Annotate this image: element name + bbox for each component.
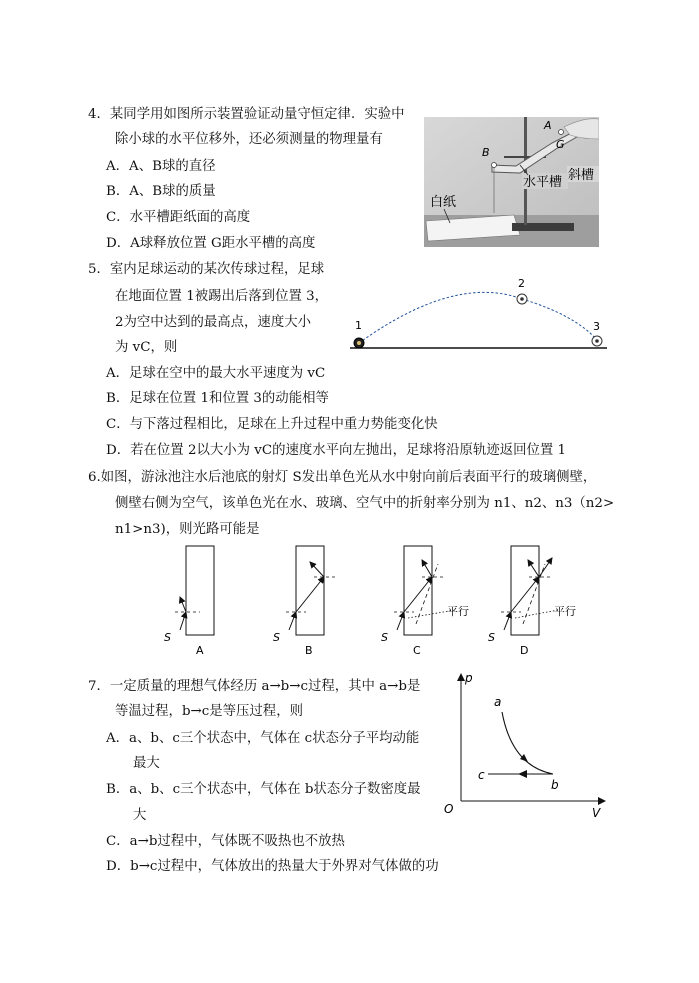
photo-label-g: G	[556, 138, 565, 151]
q5-stem-line2: 在地面位置 1被踢出后落到位置 3，	[115, 289, 329, 304]
isotherm-arrow	[520, 754, 528, 762]
state-b-label: b	[551, 778, 559, 792]
ray-d-in	[504, 612, 511, 630]
dash-c	[416, 564, 438, 624]
q5-stem-line3: 2为空中达到的最高点，速度大小	[115, 315, 311, 330]
q7-option-b-line2: 大	[133, 808, 147, 823]
q4-option-c: C．水平槽距纸面的高度	[106, 210, 251, 225]
state-c-label: c	[478, 768, 485, 782]
ray-b-refl	[310, 562, 324, 577]
q5-stem-line1: 5．室内足球运动的某次传球过程，足球	[88, 262, 325, 277]
q7-option-a-line1: A．a、b、c三个状态中，气体在 c状态分子平均动能	[106, 731, 420, 746]
figure-label-c: C	[413, 644, 421, 657]
ray-c-glass	[404, 577, 432, 612]
parallel-d	[515, 610, 558, 618]
ball-b	[492, 163, 497, 168]
ray-b-glass	[296, 577, 324, 612]
ray-d-glass	[511, 577, 539, 612]
q7-pv-graph	[440, 668, 615, 823]
q4-apparatus-photo	[424, 117, 599, 247]
photo-label-b: B	[482, 146, 490, 159]
state-a-label: a	[494, 695, 502, 709]
parallel-label-d: 平行	[554, 605, 576, 618]
ray-b-in	[289, 612, 296, 630]
q5-option-a: A．足球在空中的最大水平速度为 vC	[106, 366, 326, 381]
photo-label-slope: 斜槽	[568, 168, 595, 183]
photo-label-paper: 白纸	[430, 195, 457, 210]
stand-base	[512, 223, 574, 231]
position-label-2: 2	[518, 277, 525, 290]
ball-a	[559, 130, 564, 135]
v-axis-label: V	[592, 806, 601, 820]
isotherm-a-b	[502, 712, 553, 774]
isobar-arrow	[518, 770, 527, 778]
position-label-1: 1	[355, 319, 362, 332]
ball-trajectory	[359, 292, 597, 343]
q6-light-path-figures	[150, 540, 590, 665]
glass-wall-b	[296, 546, 324, 635]
photo-label-trough: 水平槽	[523, 175, 563, 190]
q7-stem-line1: 7．一定质量的理想气体经历 a→b→c过程，其中 a→b是	[88, 679, 421, 694]
q4-option-a: A．A、B球的直径	[106, 159, 216, 174]
q7-stem-line2: 等温过程，b→c是等压过程，则	[115, 704, 303, 719]
p-axis-label: p	[465, 671, 473, 685]
source-label-b: S	[273, 631, 280, 644]
ray-c-out	[422, 560, 432, 577]
q5-option-c: C．与下落过程相比，足球在上升过程中重力势能变化快	[106, 417, 438, 432]
source-label-c: S	[381, 631, 388, 644]
glass-wall-d	[511, 546, 539, 635]
figure-label-d: D	[520, 644, 529, 657]
figure-label-b: B	[305, 644, 313, 657]
q5-trajectory-figure	[345, 270, 615, 355]
q7-option-c: C．a→b过程中，气体既不吸热也不放热	[106, 834, 345, 849]
figure-label-a: A	[196, 644, 204, 657]
ray-a-in	[180, 612, 186, 630]
ray-a-refl	[180, 597, 186, 612]
glass-wall-c	[404, 546, 432, 635]
q4-option-b: B．A、B球的质量	[106, 184, 216, 199]
source-label-d: S	[488, 631, 495, 644]
q4-stem-line2: 除小球的水平位移外，还必须测量的物理量有	[115, 132, 383, 147]
parallel-label-c: 平行	[447, 605, 469, 618]
source-label-a: S	[164, 631, 171, 644]
figure-option-a	[164, 546, 214, 657]
q4-option-d: D．A球释放位置 G距水平槽的高度	[106, 236, 316, 251]
q6-stem-line3: n1>n3)，则光路可能是	[115, 522, 260, 537]
figure-option-d	[488, 546, 576, 657]
ball-1-patch	[357, 341, 361, 345]
ball-2-patch	[520, 297, 524, 301]
origin-label: O	[444, 802, 454, 816]
q4-stem-line1: 4．某同学用如图所示装置验证动量守恒定律．实验中	[88, 107, 405, 122]
q5-option-b: B．足球在位置 1和位置 3的动能相等	[106, 391, 329, 406]
q7-option-b-line1: B．a、b、c三个状态中，气体在 b状态分子数密度最	[106, 782, 421, 797]
q7-option-a-line2: 最大	[133, 756, 160, 771]
q6-stem-line2: 侧壁右侧为空气，该单色光在水、玻璃、空气中的折射率分别为 n1、n2、n3（n2>	[115, 496, 615, 511]
photo-label-a: A	[544, 119, 552, 132]
q6-stem-line1: 6.如图，游泳池注水后池底的射灯 S发出单色光从水中射向前后表面平行的玻璃侧壁，	[88, 470, 597, 485]
ray-c-in	[397, 612, 404, 630]
ball-3-patch	[595, 339, 599, 343]
figure-option-b	[273, 546, 338, 657]
figure-option-c	[381, 546, 469, 657]
position-label-3: 3	[593, 320, 600, 333]
q5-stem-line4: 为 vC，则	[115, 340, 178, 355]
glass-wall-a	[186, 546, 214, 635]
ray-d-refl	[528, 560, 539, 577]
q7-option-d: D．b→c过程中，气体放出的热量大于外界对气体做的功	[106, 859, 439, 874]
q5-option-d: D．若在位置 2以大小为 vC的速度水平向左抛出，足球将沿原轨迹返回位置 1	[106, 443, 567, 458]
